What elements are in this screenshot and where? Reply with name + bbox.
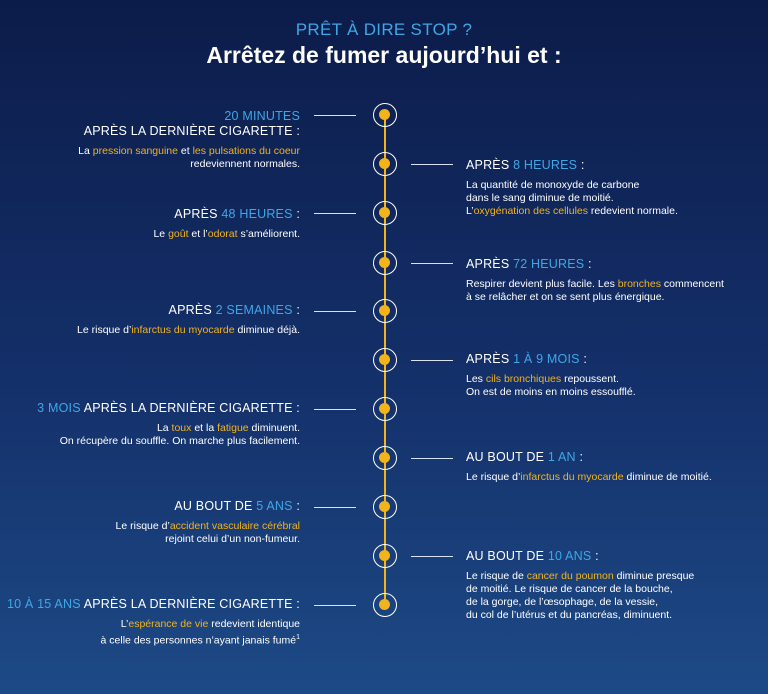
description-line — [466, 278, 724, 291]
connector-line — [314, 409, 356, 410]
milestone-heading-line — [78, 109, 300, 124]
timeline-node-icon — [373, 299, 397, 323]
heading-text: APRÈS LA DERNIÈRE CIGARETTE : — [83, 124, 300, 138]
connector-line — [411, 556, 453, 557]
highlight-text: infarctus du myocarde — [131, 324, 235, 336]
milestone-heading — [116, 499, 300, 514]
description-text: et l’ — [188, 228, 208, 240]
description-line — [466, 192, 678, 205]
milestone-description — [77, 324, 300, 337]
heading-text: : — [591, 549, 599, 563]
highlight-text: accident vasculaire cérébral — [169, 520, 300, 532]
milestone-heading-line — [78, 124, 300, 139]
description-line — [153, 228, 300, 241]
milestone — [7, 597, 300, 648]
description-text: à se relâcher et on se sent plus énergique. — [466, 291, 665, 303]
highlight-text: toux — [171, 422, 192, 434]
highlight-text: bronches — [617, 278, 661, 290]
description-line — [78, 158, 300, 171]
description-line — [466, 179, 678, 192]
milestone-heading — [466, 352, 636, 367]
heading-text: APRÈS — [466, 257, 514, 271]
description-line — [116, 533, 300, 546]
milestone-heading — [78, 109, 300, 139]
heading-text: 72 HEURES — [513, 257, 585, 271]
description-text: redeviennent normales. — [190, 158, 300, 170]
heading-text: : — [575, 450, 584, 464]
milestone — [77, 303, 300, 337]
milestone-heading-line — [77, 303, 300, 318]
heading-text: APRÈS LA DERNIÈRE CIGARETTE : — [80, 401, 300, 415]
description-text: commencent — [660, 278, 724, 290]
description-text: à celle des personnes n’ayant janais fumé — [100, 634, 297, 647]
milestone-description — [116, 520, 300, 546]
highlight-text: goût — [168, 228, 189, 240]
description-line — [77, 324, 300, 337]
milestone — [466, 450, 712, 484]
milestone — [116, 499, 300, 546]
heading-text: 8 HEURES — [513, 158, 578, 172]
description-text: Le risque d’ — [466, 471, 521, 483]
milestone — [466, 257, 724, 304]
description-text: diminuent. — [248, 422, 300, 434]
highlight-text: odorat — [207, 228, 238, 240]
heading-text: 1 AN — [547, 450, 576, 464]
description-line — [116, 520, 300, 533]
milestone-heading — [37, 401, 300, 416]
description-line — [466, 609, 694, 622]
description-text: rejoint celui d’un non-fumeur. — [165, 533, 300, 545]
description-text: Les — [466, 373, 486, 385]
connector-line — [314, 311, 356, 312]
milestone-heading — [77, 303, 300, 318]
highlight-text: cancer du poumon — [526, 570, 614, 582]
description-line — [466, 570, 694, 583]
milestone — [37, 401, 300, 448]
description-text: La — [78, 145, 93, 157]
heading-text: APRÈS — [174, 207, 222, 221]
description-text: diminue de moitié. — [623, 471, 712, 483]
description-text: repoussent. — [561, 373, 619, 385]
milestone-heading-line — [466, 352, 636, 367]
heading-text: 5 ANS — [256, 499, 293, 513]
milestone — [466, 352, 636, 399]
milestone-description — [78, 145, 300, 171]
highlight-text: oxygénation des cellules — [473, 205, 589, 217]
description-text: Respirer devient plus facile. Les — [466, 278, 618, 290]
heading-text: AU BOUT DE — [466, 549, 548, 563]
connector-line — [411, 164, 453, 165]
heading-text: APRÈS — [466, 352, 514, 366]
milestone-heading — [466, 158, 678, 173]
description-line — [466, 596, 694, 609]
highlight-text: fatigue — [217, 422, 249, 434]
timeline-node-icon — [373, 544, 397, 568]
milestone-heading-line — [466, 450, 712, 465]
milestone-description — [7, 618, 300, 648]
description-text: diminue presque — [613, 570, 695, 582]
heading-text: AU BOUT DE — [174, 499, 257, 513]
description-text: Le risque d’ — [115, 520, 170, 532]
timeline-node-icon — [373, 103, 397, 127]
description-text: diminue déjà. — [234, 324, 300, 336]
heading-text: 2 SEMAINES — [215, 303, 293, 317]
highlight-text: pression sanguine — [92, 145, 178, 157]
description-line — [466, 471, 712, 484]
milestone-description — [37, 422, 300, 448]
heading-text: : — [579, 352, 588, 366]
connector-line — [411, 458, 453, 459]
timeline-node-icon — [373, 593, 397, 617]
description-line — [78, 145, 300, 158]
connector-line — [314, 213, 356, 214]
milestone-heading-line — [7, 597, 300, 612]
milestone-description — [466, 373, 636, 399]
milestone-heading — [153, 207, 300, 222]
description-line — [466, 205, 678, 218]
timeline-node-icon — [373, 201, 397, 225]
timeline-node-icon — [373, 446, 397, 470]
description-text: de la gorge, de l’œsophage, de la vessie, — [466, 596, 659, 608]
connector-line — [411, 360, 453, 361]
timeline-node-icon — [373, 348, 397, 372]
header-kicker: PRÊT À DIRE STOP ? — [295, 20, 473, 39]
milestone-description — [466, 570, 694, 622]
description-text: Le risque de — [466, 570, 527, 582]
heading-text: 10 ANS — [547, 549, 592, 563]
description-line — [466, 583, 694, 596]
description-text: et — [178, 145, 193, 157]
description-line — [466, 291, 724, 304]
heading-text: : — [292, 303, 300, 317]
timeline-node-icon — [373, 152, 397, 176]
heading-text: : — [292, 499, 300, 513]
milestone-heading-line — [466, 549, 694, 564]
heading-text: 20 MINUTES — [224, 109, 300, 123]
description-text: La quantité de monoxyde de carbone — [466, 179, 640, 191]
milestone-heading — [466, 549, 694, 564]
milestone-heading — [466, 450, 712, 465]
milestone-description — [466, 278, 724, 304]
heading-text: : — [292, 207, 300, 221]
milestone-heading-line — [153, 207, 300, 222]
description-line — [37, 435, 300, 448]
milestone-description — [153, 228, 300, 241]
description-line — [7, 618, 300, 631]
heading-text: 10 À 15 ANS — [6, 597, 81, 611]
milestone — [78, 109, 300, 171]
page-title: Arrêtez de fumer aujourd’hui et : — [206, 42, 562, 68]
description-line — [466, 386, 636, 399]
heading-text: AU BOUT DE — [466, 450, 548, 464]
highlight-text: les pulsations du coeur — [192, 145, 300, 157]
milestone — [466, 158, 678, 218]
description-text: Le — [153, 228, 169, 240]
description-text: L’ — [120, 618, 129, 630]
connector-line — [314, 507, 356, 508]
timeline-node-icon — [373, 495, 397, 519]
description-text: On est de moins en moins essoufflé. — [466, 386, 636, 398]
description-line — [37, 422, 300, 435]
heading-text: 3 MOIS — [37, 401, 81, 415]
timeline-node-icon — [373, 251, 397, 275]
description-text: La — [156, 422, 172, 434]
milestone-description — [466, 471, 712, 484]
description-text: redevient normale. — [588, 205, 678, 217]
connector-line — [314, 605, 356, 606]
description-line — [7, 631, 300, 648]
heading-text: 1 À 9 MOIS — [513, 352, 580, 366]
heading-text: APRÈS — [466, 158, 514, 172]
milestone-heading-line — [37, 401, 300, 416]
milestone-heading-line — [466, 158, 678, 173]
milestone-heading-line — [116, 499, 300, 514]
heading-text: APRÈS — [168, 303, 216, 317]
description-text: Le risque d’ — [77, 324, 132, 336]
heading-text: 48 HEURES — [221, 207, 293, 221]
milestone-description — [466, 179, 678, 218]
highlight-text: cils bronchiques — [485, 373, 562, 385]
description-text: de moitié. Le risque de cancer de la bouche, — [466, 583, 673, 595]
description-text: On récupère du souffle. On marche plus facilement. — [59, 435, 300, 447]
description-text: du col de l’utérus et du pancréas, diminuent. — [466, 609, 673, 621]
description-text: redevient identique — [208, 618, 300, 630]
connector-line — [314, 115, 356, 116]
highlight-text: infarctus du myocarde — [520, 471, 624, 483]
milestone-heading-line — [466, 257, 724, 272]
description-line — [466, 373, 636, 386]
milestone-heading — [466, 257, 724, 272]
heading-text: APRÈS LA DERNIÈRE CIGARETTE : — [80, 597, 300, 611]
heading-text: : — [584, 257, 592, 271]
description-text: s’améliorent. — [237, 228, 300, 240]
heading-text: : — [577, 158, 585, 172]
highlight-text: espérance de vie — [128, 618, 209, 630]
description-text: et la — [191, 422, 218, 434]
milestone — [153, 207, 300, 241]
description-text: dans le sang diminue de moitié. — [466, 192, 614, 204]
footnote-mark: 1 — [296, 634, 300, 641]
connector-line — [411, 263, 453, 264]
description-text: L’ — [466, 205, 474, 217]
timeline-node-icon — [373, 397, 397, 421]
milestone-heading — [7, 597, 300, 612]
milestone — [466, 549, 694, 622]
